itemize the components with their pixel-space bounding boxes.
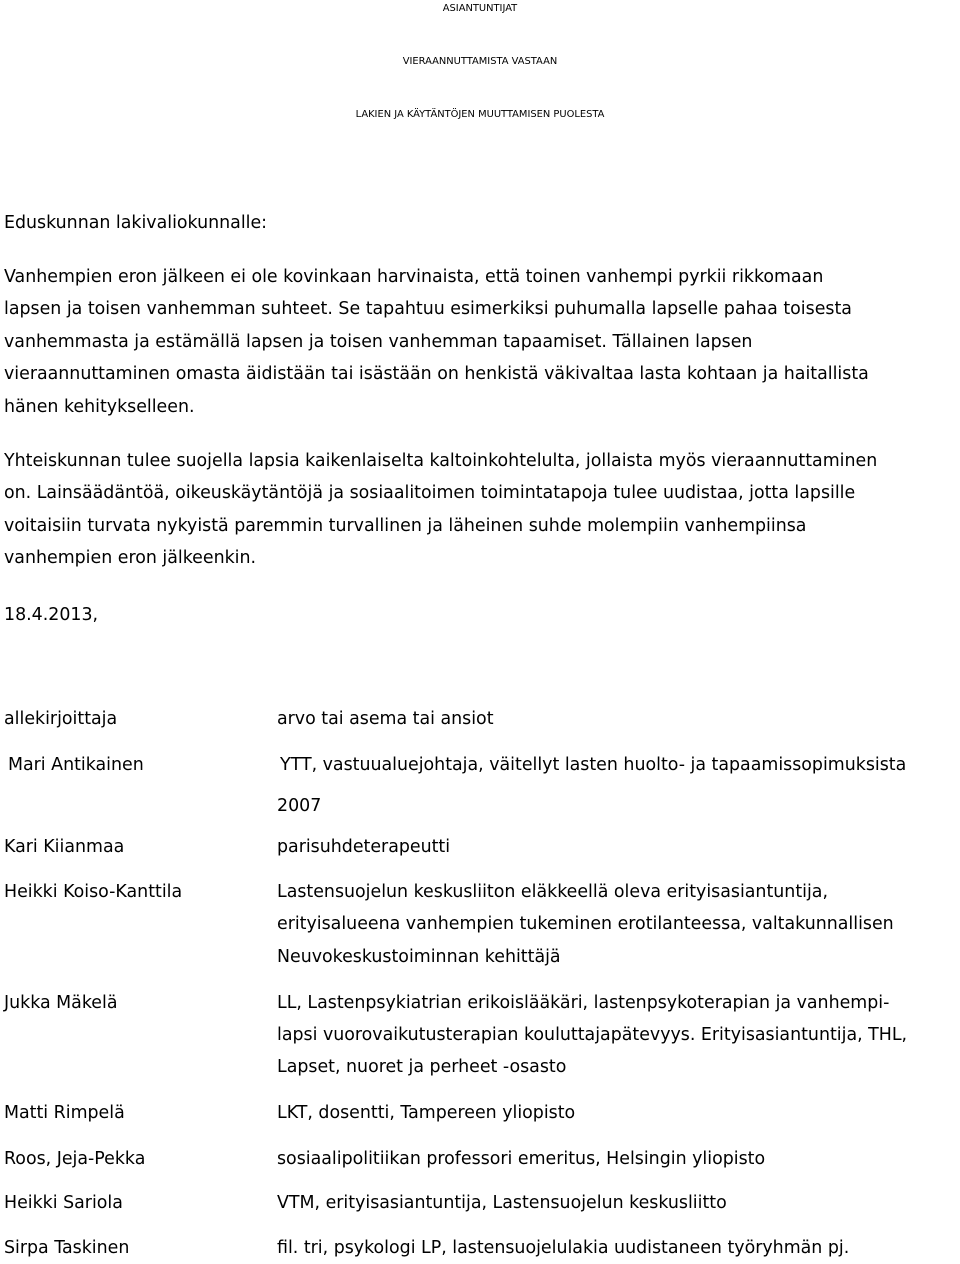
paragraph1-line: lapsen ja toisen vanhemman suhteet. Se tapahtuu esimerkiksi puhumalla lapselle pahaa toisesta	[4, 299, 852, 319]
signatory-name: Roos, Jeja-Pekka	[4, 1149, 146, 1169]
signatory-name: Matti Rimpelä	[4, 1103, 125, 1123]
signatory-title-line: YTT, vastuualuejohtaja, väitellyt lasten huolto- ja tapaamissopimuksista	[280, 755, 907, 775]
signatory-column-header: allekirjoittaja	[4, 709, 118, 729]
signatory-name: Mari Antikainen	[8, 755, 144, 775]
addressee: Eduskunnan lakivaliokunnalle:	[4, 213, 268, 233]
signatory-name: Kari Kiianmaa	[4, 837, 125, 857]
signatory-title-line: sosiaalipolitiikan professori emeritus, Helsingin yliopisto	[277, 1149, 766, 1169]
signatory-title-line: VTM, erityisasiantuntija, Lastensuojelun keskusliitto	[277, 1193, 727, 1213]
signatory-title-line: lapsi vuorovaikutusterapian kouluttajapätevyys. Erityisasiantuntija, THL,	[277, 1025, 908, 1045]
paragraph1-line: Vanhempien eron jälkeen ei ole kovinkaan harvinaista, että toinen vanhempi pyrkii rikkomaan	[4, 267, 824, 287]
paragraph1-line: vieraannuttaminen omasta äidistään tai isästään on henkistä väkivaltaa lasta kohtaan ja haitallista	[4, 364, 869, 384]
heading-line-1: ASIANTUNTIJAT	[442, 3, 518, 14]
signatory-name: Heikki Koiso-Kanttila	[4, 882, 183, 902]
signatory-title-line: Lapset, nuoret ja perheet -osasto	[277, 1057, 567, 1077]
signatory-title-line: LKT, dosentti, Tampereen yliopisto	[277, 1103, 576, 1123]
paragraph2-line: on. Lainsäädäntöä, oikeuskäytäntöjä ja sosiaalitoimen toimintatapoja tulee uudistaa, jotta lapsille	[4, 483, 856, 503]
paragraph1-line: vanhemmasta ja estämällä lapsen ja toisen vanhemman tapaamiset. Tällainen lapsen	[4, 332, 753, 352]
heading-line-3: LAKIEN JA KÄYTÄNTÖJEN MUUTTAMISEN PUOLESTA	[355, 109, 605, 120]
signatory-name: Heikki Sariola	[4, 1193, 123, 1213]
signatory-title-line: 2007	[277, 796, 322, 816]
signatory-title-line: Lastensuojelun keskusliiton eläkkeellä oleva erityisasiantuntija,	[277, 882, 828, 902]
signatory-title-line: parisuhdeterapeutti	[277, 837, 451, 857]
date: 18.4.2013,	[4, 605, 99, 625]
paragraph1-line: hänen kehitykselleen.	[4, 397, 195, 417]
signatory-title-line: LL, Lastenpsykiatrian erikoislääkäri, lastenpsykoterapian ja vanhempi-	[277, 993, 890, 1013]
title-column-header: arvo tai asema tai ansiot	[277, 709, 494, 729]
signatory-name: Sirpa Taskinen	[4, 1238, 130, 1258]
signatory-title-line: Neuvokeskustoiminnan kehittäjä	[277, 947, 561, 967]
signatory-title-line: fil. tri, psykologi LP, lastensuojelulakia uudistaneen työryhmän pj.	[277, 1238, 850, 1258]
signatory-name: Jukka Mäkelä	[4, 993, 118, 1013]
signatory-title-line: erityisalueena vanhempien tukeminen erotilanteessa, valtakunnallisen	[277, 914, 894, 934]
paragraph2-line: vanhempien eron jälkeenkin.	[4, 548, 257, 568]
paragraph2-line: voitaisiin turvata nykyistä paremmin turvallinen ja läheinen suhde molempiin vanhempiinsa	[4, 516, 807, 536]
paragraph2-line: Yhteiskunnan tulee suojella lapsia kaikenlaiselta kaltoinkohtelulta, jollaista myös vieraannuttaminen	[4, 451, 878, 471]
heading-line-2: VIERAANNUTTAMISTA VASTAAN	[402, 56, 558, 67]
